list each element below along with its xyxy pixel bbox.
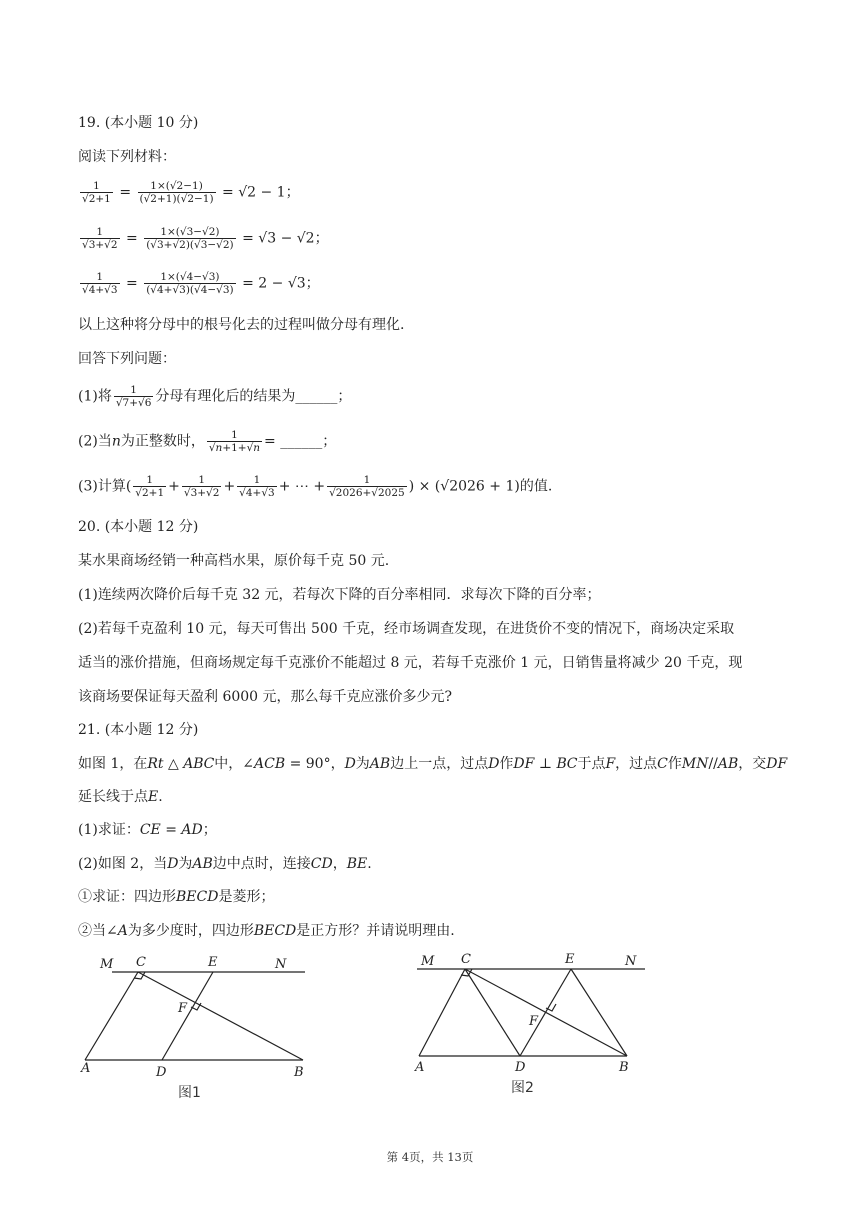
q21-line1: 如图 1，在𝑅𝑡 △ 𝐴𝐵𝐶中，∠𝐴𝐶𝐵 = 90°，𝐷为𝐴𝐵边上一点，过点𝐷作𝐷𝐹 ⊥ 𝐵𝐶于点𝐹，过点𝐶作𝑀𝑁//𝐴𝐵，交𝐷𝐹 [78, 756, 788, 772]
p3-term4: $\frac{1}{√2026+√2025}$ [329, 474, 405, 499]
eq1-left-fraction: $\frac{1}{√2+1}$ [82, 180, 111, 205]
p3-term3: $\frac{1}{√4+√3}$ [239, 474, 275, 499]
eq2-middle-fraction: $\frac{1\times(√3-√2)}{(√3+√2)(√3-√2)}$ [146, 226, 234, 251]
q21-line5: ①求证：四边形𝐵𝐸𝐶𝐷是菱形； [78, 889, 275, 905]
fig1-segment-cb [138, 972, 303, 1060]
fig2-caption: 图2 [511, 1080, 534, 1096]
q19-part1: (1)将 $\frac{1}{√7+√6}$ 分母有理化后的结果为______； [78, 384, 352, 409]
fig1-segment-ed [162, 972, 213, 1060]
q19-part2: (2)当𝑛为正整数时， $\frac{1}{\text{√𝑛+1+√𝑛}}$ = ______； [78, 429, 337, 454]
q19-eq2: $\frac{1}{√3+√2}$ = $\frac{1\times(√3-√2)}{(√3+√2)(√3-√2)}$ = √3 − √2； [82, 226, 329, 251]
p2-fraction: $\frac{1}{\text{√𝑛+1+√𝑛}}$ [208, 429, 261, 454]
q19-intro: 阅读下列材料： [78, 149, 176, 165]
q20-line3: (2)若每千克盈利 10 元，每天可售出 500 千克，经市场调查发现，在进货价不变的情况下，商场决定采取 [78, 621, 735, 637]
q19-part3: (3)计算( $\frac{1}{√2+1}$ + $\frac{1}{√3+√2}$ + $\frac{1}{√4+√3}$ + ⋯ + $\frac{1}{√2026+√2025}$ ) × (√2026 + 1)的值. [78, 474, 553, 499]
q20-header: 20. (本小题 12 分) [78, 519, 199, 535]
fig2-segment-cd [465, 969, 520, 1056]
q21-line3: (1)求证：𝐶𝐸 = 𝐴𝐷； [78, 822, 217, 838]
fig2-label-c: C [461, 952, 471, 967]
eq3-left-fraction: $\frac{1}{√4+√3}$ [82, 271, 118, 296]
fig2-label-n: N [625, 954, 637, 969]
fig2-segment-eb [571, 969, 627, 1056]
fig1-label-d: D [156, 1065, 167, 1080]
p1-fraction: $\frac{1}{√7+√6}$ [115, 384, 152, 409]
fig2-label-d: D [515, 1060, 526, 1075]
q19-note: 以上这种将分母中的根号化去的过程叫做分母有理化. [78, 317, 405, 333]
q19-header: 19. (本小题 10 分) [78, 115, 199, 131]
p3-term2: $\frac{1}{√3+√2}$ [183, 474, 220, 499]
figure-2-diagram [405, 945, 655, 1105]
fig1-label-a: A [81, 1061, 91, 1076]
fig1-label-c: C [136, 955, 146, 970]
fig2-label-m: M [421, 954, 435, 969]
fig1-label-n: N [275, 957, 287, 972]
fig1-label-m: M [100, 957, 114, 972]
eq1-middle-fraction: $\frac{1\times(√2-1)}{(√2+1)(√2-1)}$ [139, 180, 214, 205]
p3-term1: $\frac{1}{√2+1}$ [135, 474, 165, 499]
q19-eq1: $\frac{1}{√2+1}$ = $\frac{1\times(√2-1)}{(√2+1)(√2-1)}$ = √2 − 1； [82, 180, 300, 205]
q21-line2: 延长线于点𝐸. [78, 789, 163, 805]
fig1-label-b: B [294, 1065, 304, 1080]
page-footer: 第 4页，共 13页 [386, 1150, 474, 1164]
q21-header: 21. (本小题 12 分) [78, 722, 199, 738]
fig1-caption: 图1 [178, 1085, 201, 1101]
fig2-label-a: A [415, 1060, 425, 1075]
fig2-label-f: F [529, 1014, 539, 1029]
figure-1-diagram [70, 950, 330, 1110]
q21-line6: ②当∠𝐴为多少度时，四边形𝐵𝐸𝐶𝐷是正方形？并请说明理由. [78, 923, 455, 939]
fig1-label-f: F [178, 1001, 188, 1016]
fig2-label-e: E [565, 952, 575, 967]
q20-line4: 适当的涨价措施，但商场规定每千克涨价不能超过 8 元，若每千克涨价 1 元，日销售量将减少 20 千克，现 [78, 655, 743, 671]
fig2-label-b: B [619, 1060, 629, 1075]
q19-eq3: $\frac{1}{√4+√3}$ = $\frac{1\times(√4-√3)}{(√4+√3)(√4-√3)}$ = 2 − √3； [82, 271, 320, 296]
eq2-left-fraction: $\frac{1}{√3+√2}$ [82, 226, 118, 251]
fig1-segment-ca [85, 972, 138, 1060]
q19-prompt: 回答下列问题： [78, 351, 176, 367]
q20-line1: 某水果商场经销一种高档水果，原价每千克 50 元. [78, 553, 390, 569]
eq3-middle-fraction: $\frac{1\times(√4-√3)}{(√4+√3)(√4-√3)}$ [146, 271, 234, 296]
fig2-segment-ca [419, 969, 465, 1056]
fig1-label-e: E [208, 955, 218, 970]
q20-line2: (1)连续两次降价后每千克 32 元，若每次下降的百分率相同．求每次下降的百分率； [78, 587, 601, 603]
fig2-segment-ed [520, 969, 571, 1056]
q21-line4: (2)如图 2，当𝐷为𝐴𝐵边中点时，连接𝐶𝐷，𝐵𝐸. [78, 856, 372, 872]
q20-line5: 该商场要保证每天盈利 6000 元，那么每千克应涨价多少元? [78, 689, 453, 705]
